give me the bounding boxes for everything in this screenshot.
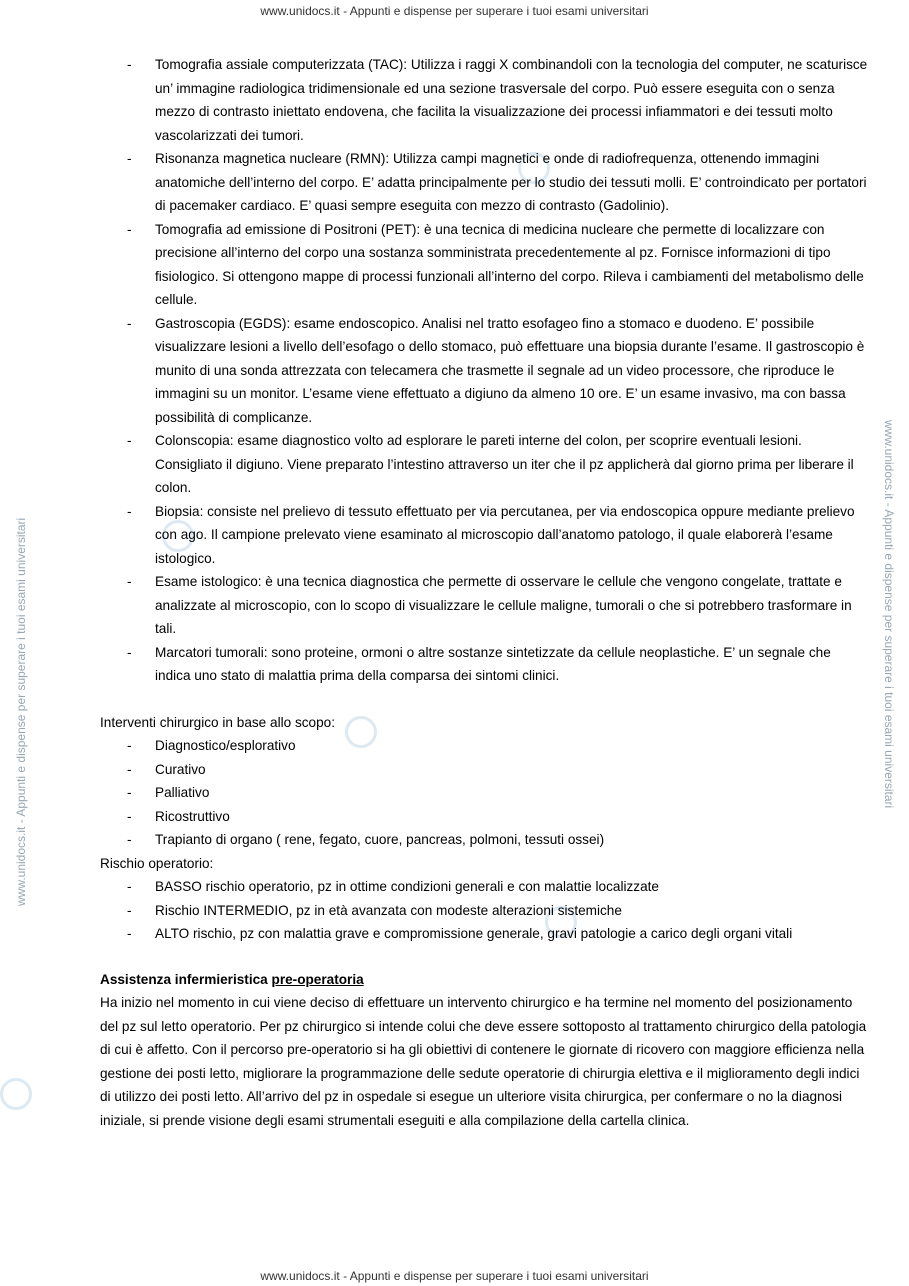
exam-list (100, 53, 870, 688)
list-item: - Tomografia assiale computerizzata (TAC): Utilizza i raggi X combinandoli con la tecnologia del computer, ne scaturisce un’ immagine radiologica tridimensionale ed una sezione trasversale del corpo. Può essere eseguita con o senza mezzo di contrasto iniettato endovena, che facilita la visualizzazione dei processi infiammatori e dei tessuti molto vascolarizzati dei tumori. (100, 53, 870, 147)
list-item: - Biopsia: consiste nel prelievo di tessuto effettuato per via percutanea, per via endoscopica oppure mediante prelievo con ago. Il campione prelevato viene esaminato al microscopio dall’anatomo patologo, il quale elaborerà l’esame istologico. (100, 500, 870, 571)
list-item: - Curativo (100, 758, 870, 782)
rischio-heading: Rischio operatorio: (100, 855, 214, 871)
assistenza-heading-bold: Assistenza infermieristica (100, 971, 272, 987)
interventi-list (100, 734, 870, 852)
list-item: - Diagnostico/esplorativo (100, 734, 870, 758)
watermark-footer: www.unidocs.it - Appunti e dispense per superare i tuoi esami universitari (260, 1269, 649, 1283)
list-item: - Tomografia ad emissione di Positroni (PET): è una tecnica di medicina nucleare che permette di localizzare con precisione all’interno del corpo una sostanza somministrata precedentemente al pz. Fornisce informazioni di tipo fisiologico. Si ottengono mappe di processi funzionali all’interno del corpo. Rileva i cambiamenti del metabolismo delle cellule. (100, 218, 870, 312)
list-item: - Trapianto di organo ( rene, fegato, cuore, pancreas, polmoni, tessuti ossei) (100, 828, 870, 852)
document-body (100, 53, 870, 1132)
rischio-list (100, 875, 870, 946)
watermark-side-right: www.unidocs.it - Appunti e dispense per superare i tuoi esami universitari (882, 420, 896, 809)
list-item: - Esame istologico: è una tecnica diagnostica che permette di osservare le cellule che vengono congelate, trattate e analizzate al microscopio, con lo scopo di visualizzare le cellule maligne, tumorali o che si potrebbero trasformare in tali. (100, 570, 870, 641)
assistenza-heading-underlined: pre-operatoria (271, 971, 364, 987)
watermark-side-left: www.unidocs.it - Appunti e dispense per superare i tuoi esami universitari (14, 517, 28, 906)
assistenza-heading (100, 968, 870, 992)
list-item: - Rischio INTERMEDIO, pz in età avanzata con modeste alterazioni sistemiche (100, 899, 870, 923)
list-item: - BASSO rischio operatorio, pz in ottime condizioni generali e con malattie localizzate (100, 875, 870, 899)
watermark-header: www.unidocs.it - Appunti e dispense per superare i tuoi esami universitari (260, 4, 649, 18)
spacer (100, 688, 870, 711)
interventi-heading: Interventi chirurgico in base allo scopo: (100, 714, 335, 730)
list-item: - Marcatori tumorali: sono proteine, ormoni o altre sostanze sintetizzate da cellule neoplastiche. E’ un segnale che indica uno stato di malattia prima della comparsa dei sintomi clinici. (100, 641, 870, 688)
assistenza-paragraph: Ha inizio nel momento in cui viene deciso di effettuare un intervento chirurgico e ha termine nel momento del posizionamento del pz sul letto operatorio. Per pz chirurgico si intende colui che deve essere sottoposto al trattamento chirurgico della patologia di cui è affetto. Con il percorso pre-operatorio si ha gli obiettivi di contenere le giornate di ricovero con maggiore efficienza nella gestione dei posti letto, migliorare la programmazione delle sedute operatorie di chirurgia elettiva e il miglioramento degli indici di utilizzo dei posti letto. All’arrivo del pz in ospedale si esegue un ulteriore visita chirurgica, per confermare o no la diagnosi iniziale, si prende visione degli esami strumentali eseguiti e alla compilazione della cartella clinica. (100, 995, 867, 1128)
list-item: - Ricostruttivo (100, 805, 870, 829)
list-item: - Palliativo (100, 781, 870, 805)
list-item: - ALTO rischio, pz con malattia grave e compromissione generale, gravi patologie a carico degli organi vitali (100, 922, 870, 946)
spacer (100, 946, 870, 968)
list-item: - Risonanza magnetica nucleare (RMN): Utilizza campi magnetici e onde di radiofrequenza, ottenendo immagini anatomiche dell’interno del corpo. E’ adatta principalmente per lo studio dei tessuti molli. E’ controindicato per portatori di pacemaker cardiaco. E’ quasi sempre eseguita con mezzo di contrasto (Gadolinio). (100, 147, 870, 218)
unidocs-logo-icon (0, 1078, 32, 1110)
list-item: - Gastroscopia (EGDS): esame endoscopico. Analisi nel tratto esofageo fino a stomaco e duodeno. E’ possibile visualizzare lesioni a livello dell’esofago o dello stomaco, può effettuare una biopsia durante l’esame. Il gastroscopio è munito di una sonda attrezzata con telecamera che trasmette il segnale ad un video processore, che riproduce le immagini su un monitor. L’esame viene effettuato a digiuno da almeno 10 ore. E’ un esame invasivo, ma con bassa possibilità di complicanze. (100, 312, 870, 430)
list-item: - Colonscopia: esame diagnostico volto ad esplorare le pareti interne del colon, per scoprire eventuali lesioni. Consigliato il digiuno. Viene preparato l’intestino attraverso un iter che il pz applicherà dal giorno prima per liberare il colon. (100, 429, 870, 500)
